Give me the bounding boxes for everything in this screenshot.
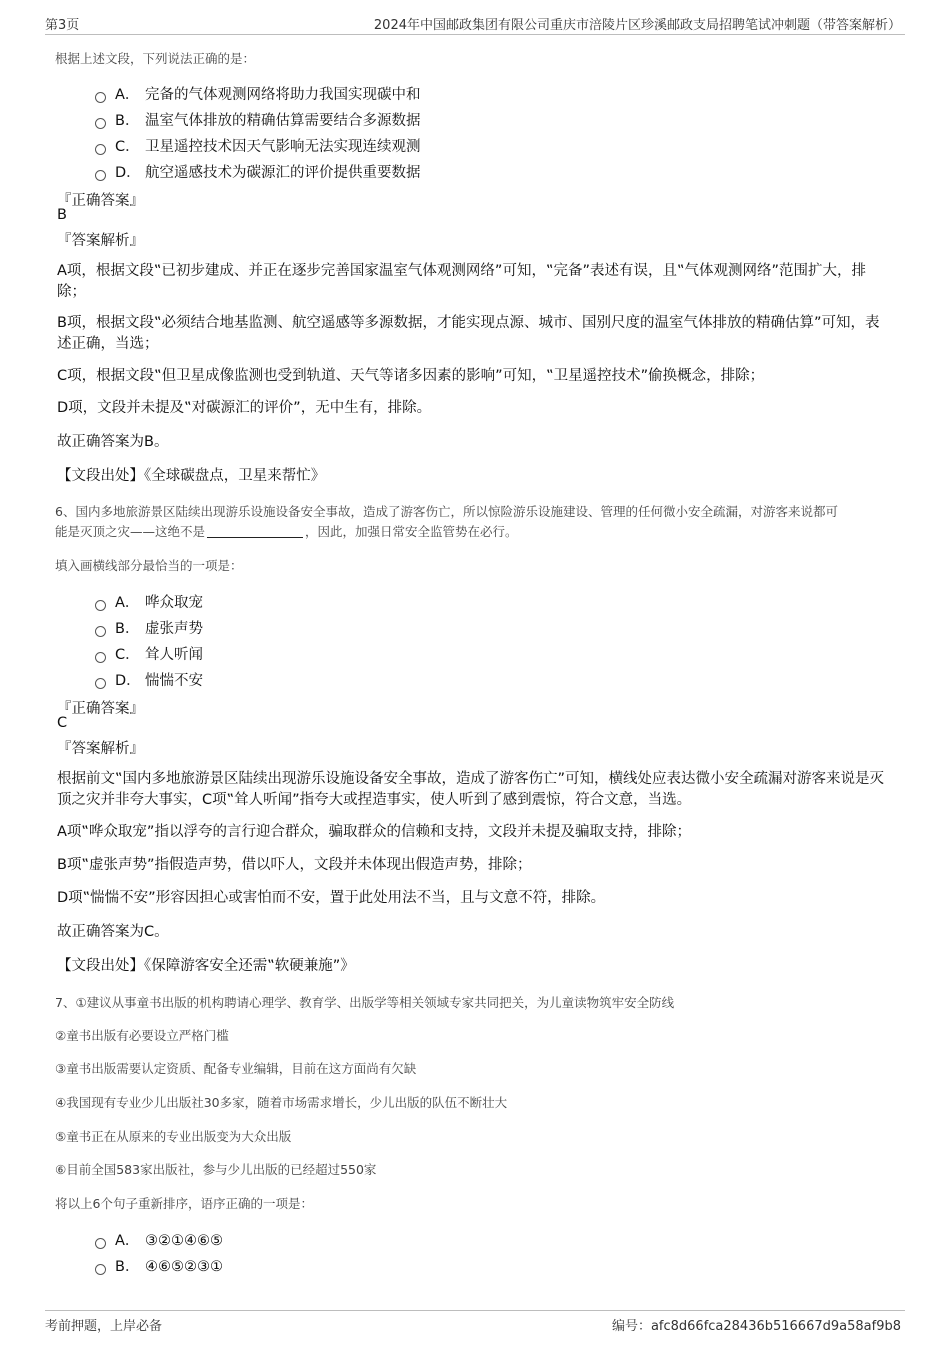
q6-stem-line1: 6、国内多地旅游景区陆续出现游乐设施设备安全事故，造成了游客伤亡，所以惊险游乐设施建设、管理的任何微小安全疏漏，对游客来说都可 <box>55 504 838 519</box>
q6-option-d[interactable]: D． 惴惴不安 <box>95 669 203 690</box>
q5-analysis-label: 『答案解析』 <box>57 233 144 249</box>
q7-prompt: 将以上6个句子重新排序，语序正确的一项是： <box>55 1196 313 1211</box>
q5-analysis-c: C项，根据文段‟但卫星成像监测也受到轨道、天气等诸多因素的影响”可知，‟卫星遥控技术”偷换概念，排除； <box>57 368 765 384</box>
q6-answer: C <box>57 715 68 731</box>
q6-option-a[interactable]: A． 哗众取宠 <box>95 591 203 612</box>
document-title: 2024年中国邮政集团有限公司重庆市涪陵片区珍溪邮政支局招聘笔试冲刺题（带答案解析） <box>373 18 901 33</box>
fill-blank <box>207 524 303 538</box>
q6-analysis-b: B项‟虚张声势”指假造声势，借以吓人，文段并未体现出假造声势，排除； <box>57 857 532 873</box>
page-number: 第3页 <box>45 18 80 33</box>
q6-answer-label: 『正确答案』 <box>57 701 144 717</box>
q5-conclusion: 故正确答案为B。 <box>57 434 169 450</box>
q5-option-a[interactable]: A． 完备的气体观测网络将助力我国实现碳中和 <box>95 83 421 104</box>
q7-sentence-3: ③童书出版需要认定资质、配备专业编辑，目前在这方面尚有欠缺 <box>55 1061 417 1076</box>
radio-button[interactable] <box>95 118 106 129</box>
document-code: 编号：afc8d66fca28436b516667d9a58af9b8 <box>611 1319 901 1334</box>
radio-button[interactable] <box>95 92 106 103</box>
q5-option-c[interactable]: C． 卫星遥控技术因天气影响无法实现连续观测 <box>95 135 421 156</box>
q5-analysis-d: D项，文段并未提及‟对碳源汇的评价”，无中生有，排除。 <box>57 400 432 416</box>
q6-analysis-a: A项‟哗众取宠”指以浮夸的言行迎合群众，骗取群众的信赖和支持，文段并未提及骗取支持，排除； <box>57 824 691 840</box>
q5-source: 【文段出处】《全球碳盘点，卫星来帮忙》 <box>57 468 326 484</box>
q5-answer: B <box>57 207 67 223</box>
q5-option-b[interactable]: B． 温室气体排放的精确估算需要结合多源数据 <box>95 109 421 130</box>
footer-slogan: 考前押题，上岸必备 <box>45 1319 163 1334</box>
radio-button[interactable] <box>95 678 106 689</box>
radio-button[interactable] <box>95 626 106 637</box>
radio-button[interactable] <box>95 170 106 181</box>
radio-button[interactable] <box>95 144 106 155</box>
q7-option-a[interactable]: A． ③②①④⑥⑤ <box>95 1229 223 1250</box>
q7-option-b[interactable]: B． ④⑥⑤②③① <box>95 1255 223 1276</box>
radio-button[interactable] <box>95 1264 106 1275</box>
radio-button[interactable] <box>95 1238 106 1249</box>
q7-sentence-2: ②童书出版有必要设立严格门槛 <box>55 1028 229 1043</box>
q6-analysis-d: D项‟惴惴不安”形容因担心或害怕而不安，置于此处用法不当，且与文意不符，排除。 <box>57 890 606 906</box>
q6-prompt: 填入画横线部分最恰当的一项是： <box>55 558 243 573</box>
page-footer <box>45 1310 905 1333</box>
page-header <box>45 12 905 35</box>
q5-option-d[interactable]: D． 航空遥感技术为碳源汇的评价提供重要数据 <box>95 161 421 182</box>
q5-answer-label: 『正确答案』 <box>57 193 144 209</box>
q7-sentence-5: ⑤童书正在从原来的专业出版变为大众出版 <box>55 1129 292 1144</box>
q5-analysis-b: B项，根据文段‟必须结合地基监测、航空遥感等多源数据，才能实现点源、城市、国别尺度的温室气体排放的精确估算”可知，表述正确，当选； <box>57 315 880 352</box>
q5-prompt: 根据上述文段，下列说法正确的是： <box>55 51 256 66</box>
q7-sentence-4: ④我国现有专业少儿出版社30多家，随着市场需求增长，少儿出版的队伍不断壮大 <box>55 1095 508 1110</box>
q5-analysis-a: A项，根据文段‟已初步建成、并正在逐步完善国家温室气体观测网络”可知，‟完备”表述有误，且‟气体观测网络”范围扩大，排除； <box>57 263 866 300</box>
q7-sentence-6: ⑥目前全国583家出版社，参与少儿出版的已经超过550家 <box>55 1162 377 1177</box>
q7-sentence-1: 7、①建议从事童书出版的机构聘请心理学、教育学、出版学等相关领域专家共同把关，为儿童读物筑牢安全防线 <box>55 995 675 1010</box>
q6-option-b[interactable]: B． 虚张声势 <box>95 617 203 638</box>
radio-button[interactable] <box>95 652 106 663</box>
q6-option-c[interactable]: C． 耸人听闻 <box>95 643 203 664</box>
q6-stem-line2: 能是灭顶之灾——这绝不是 ，因此，加强日常安全监管势在必行。 <box>55 524 518 539</box>
q6-analysis-main: 根据前文‟国内多地旅游景区陆续出现游乐设施设备安全事故，造成了游客伤亡”可知，横线处应表达微小安全疏漏对游客来说是灭顶之灾并非夸大事实，C项‟耸人听闻”指夸大或捏造事实，使人听到了感到震惊，符合文意，当选。 <box>57 771 885 808</box>
q6-conclusion: 故正确答案为C。 <box>57 924 169 940</box>
q6-source: 【文段出处】《保障游客安全还需‟软硬兼施”》 <box>57 958 355 974</box>
q6-analysis-label: 『答案解析』 <box>57 741 144 757</box>
radio-button[interactable] <box>95 600 106 611</box>
